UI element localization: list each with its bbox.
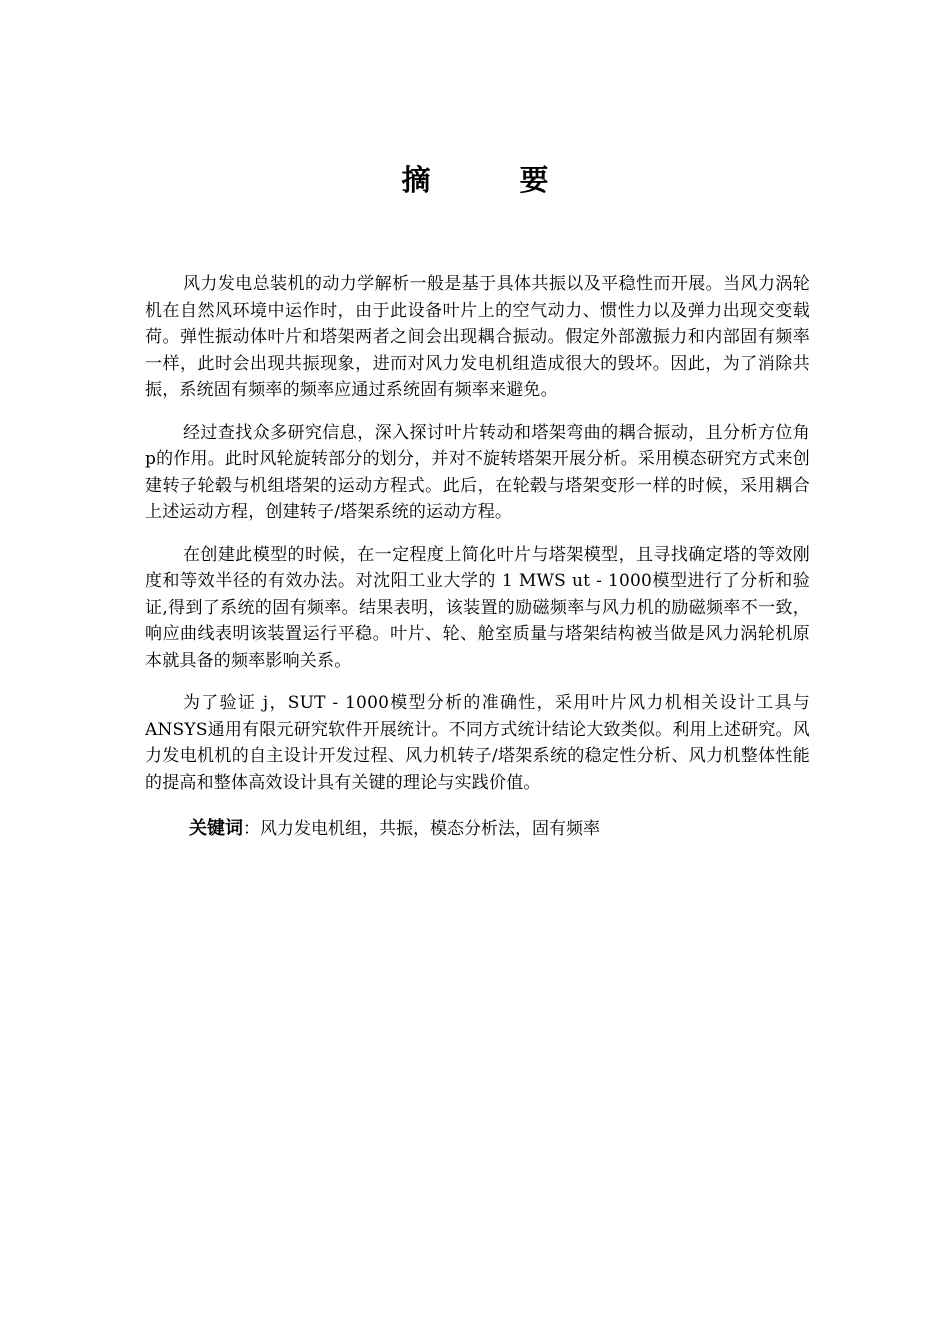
abstract-paragraph-2: 经过查找众多研究信息，深入探讨叶片转动和塔架弯曲的耦合振动，且分析方位角p的作用。此时风轮旋转部分的划分，并对不旋转塔架开展分析。采用模态研究方式来创建转子轮毂与机组塔架的运动方程式。此后，在轮毂与塔架变形一样的时候，采用耦合上述运动方程，创建转子/塔架系统的运动方程。 [145,422,810,522]
abstract-paragraph-1: 风力发电总装机的动力学解析一般是基于具体共振以及平稳性而开展。当风力涡轮机在自然风环境中运作时，由于此设备叶片上的空气动力、惯性力以及弹力出现交变载荷。弹性振动体叶片和塔架两者之间会出现耦合振动。假定外部激振力和内部固有频率一样，此时会出现共振现象，进而对风力发电机组造成很大的毁坏。因此，为了消除共振，系统固有频率的频率应通过系统固有频率来避免。 [145,274,810,400]
abstract-paragraph-3: 在创建此模型的时候，在一定程度上简化叶片与塔架模型，且寻找确定塔的等效刚度和等效半径的有效办法。对沈阳工业大学的 1 MWS ut - 1000模型进行了分析和验证,得到了系统的固有频率。结果表明，该装置的励磁频率与风力机的励磁频率不一致，响应曲线表明该装置运行平稳。叶片、轮、舱室质量与塔架结构被当做是风力涡轮机原本就具备的频率影响关系。 [145,544,810,671]
keywords-text: 风力发电机组，共振，模态分析法，固有频率 [260,819,600,839]
abstract-paragraph-4: 为了验证 j，SUT - 1000模型分析的准确性，采用叶片风力机相关设计工具与ANSYS通用有限元研究软件开展统计。不同方式统计结论大致类似。利用上述研究。风力发电机机的自主设计开发过程、风力机转子/塔架系统的稳定性分析、风力机整体性能的提高和整体高效设计具有关键的理论与实践价值。 [145,693,810,793]
keywords-label: 关键词 [189,818,243,839]
abstract-body [145,271,810,842]
page-title: 摘 要 [401,163,579,197]
keywords-separator: ： [243,819,260,839]
keywords-line [145,816,810,842]
